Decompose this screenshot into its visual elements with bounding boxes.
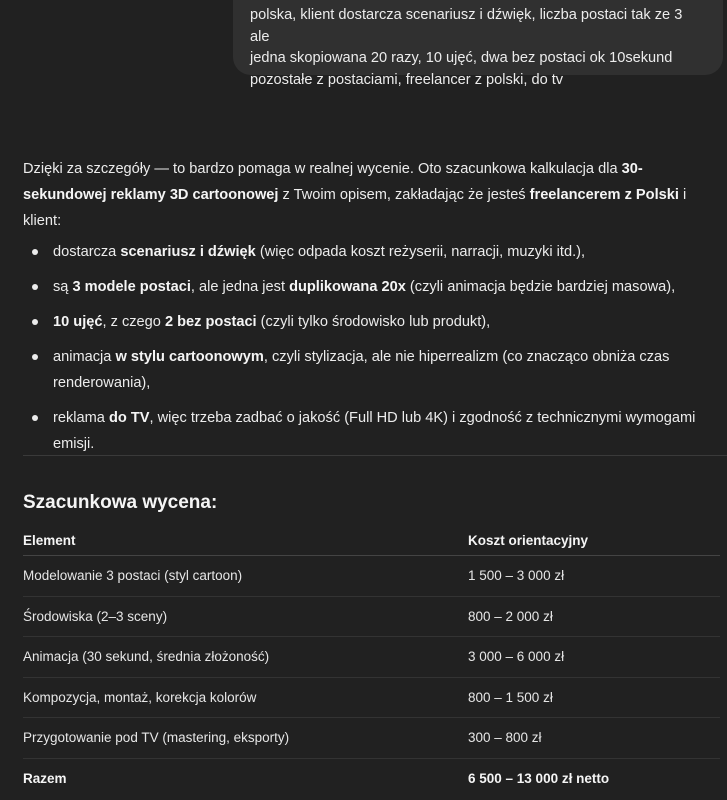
assumption-list xyxy=(23,239,723,457)
table-row xyxy=(23,677,720,718)
cost-cell: 800 – 2 000 zł xyxy=(468,596,720,637)
element-cell: Kompozycja, montaż, korekcja kolorów xyxy=(23,677,468,718)
intro-text: i klient: xyxy=(23,187,687,229)
table-row xyxy=(23,596,720,637)
intro-bold: 30-sekundowej reklamy 3D cartoonowej xyxy=(23,161,643,203)
column-header-cost: Koszt orientacyjny xyxy=(468,525,720,556)
estimate-heading: Szacunkowa wycena: xyxy=(23,492,218,513)
cost-cell: 800 – 1 500 zł xyxy=(468,677,720,718)
cost-cell: 3 000 – 6 000 zł xyxy=(468,637,720,678)
table-row xyxy=(23,556,720,597)
table-total-row xyxy=(23,758,720,798)
user-message-line: jedna skopiowana 20 razy, 10 ujęć, dwa bez postaci ok 10sekund xyxy=(250,50,673,66)
list-item: dostarcza scenariusz i dźwięk (więc odpada koszt reżyserii, narracji, muzyki itd.), xyxy=(23,239,723,265)
estimate-table xyxy=(23,525,720,798)
intro-text: Dzięki za szczegóły — to bardzo pomaga w realnej wycenie. Oto szacunkowa kalkulacja dla xyxy=(23,161,622,177)
list-item: animacja w stylu cartoonowym, czyli stylizacja, ale nie hiperrealizm (co znacząco obniża czas renderowania), xyxy=(23,344,723,396)
column-header-element: Element xyxy=(23,525,468,556)
element-cell: Środowiska (2–3 sceny) xyxy=(23,596,468,637)
user-message-bubble xyxy=(233,0,723,88)
assistant-message xyxy=(23,156,723,466)
table-row xyxy=(23,637,720,678)
intro-bold: freelancerem z Polski xyxy=(529,187,679,203)
total-label-cell: Razem xyxy=(23,770,67,786)
total-cost-cell: 6 500 – 13 000 zł netto xyxy=(468,770,610,786)
user-message-line: polska, klient dostarcza scenariusz i dźwięk, liczba postaci tak ze 3 ale xyxy=(250,7,683,45)
element-cell: Przygotowanie pod TV (mastering, eksporty) xyxy=(23,718,468,759)
table-row xyxy=(23,718,720,759)
element-cell: Modelowanie 3 postaci (styl cartoon) xyxy=(23,556,468,597)
user-message-line: pozostałe z postaciami, freelancer z polski, do tv xyxy=(250,71,564,88)
list-item: reklama do TV, więc trzeba zadbać o jakość (Full HD lub 4K) i zgodność z technicznymi wymogami emisji. xyxy=(23,405,723,457)
bullet-dot-icon xyxy=(32,284,38,290)
bullet-dot-icon xyxy=(32,354,38,360)
element-cell: Animacja (30 sekund, średnia złożoność) xyxy=(23,637,468,678)
cost-cell: 300 – 800 zł xyxy=(468,718,720,759)
intro-paragraph xyxy=(23,156,723,234)
bullet-dot-icon xyxy=(32,319,38,325)
section-divider xyxy=(23,455,727,456)
list-item: 10 ujęć, z czego 2 bez postaci (czyli tylko środowisko lub produkt), xyxy=(23,309,723,335)
cost-cell: 1 500 – 3 000 zł xyxy=(468,556,720,597)
bullet-dot-icon xyxy=(32,415,38,421)
bullet-dot-icon xyxy=(32,249,38,255)
intro-text: z Twoim opisem, zakładając że jesteś xyxy=(278,187,530,203)
list-item: są 3 modele postaci, ale jedna jest duplikowana 20x (czyli animacja będzie bardziej masowa), xyxy=(23,274,723,300)
table-header-row xyxy=(23,525,720,556)
